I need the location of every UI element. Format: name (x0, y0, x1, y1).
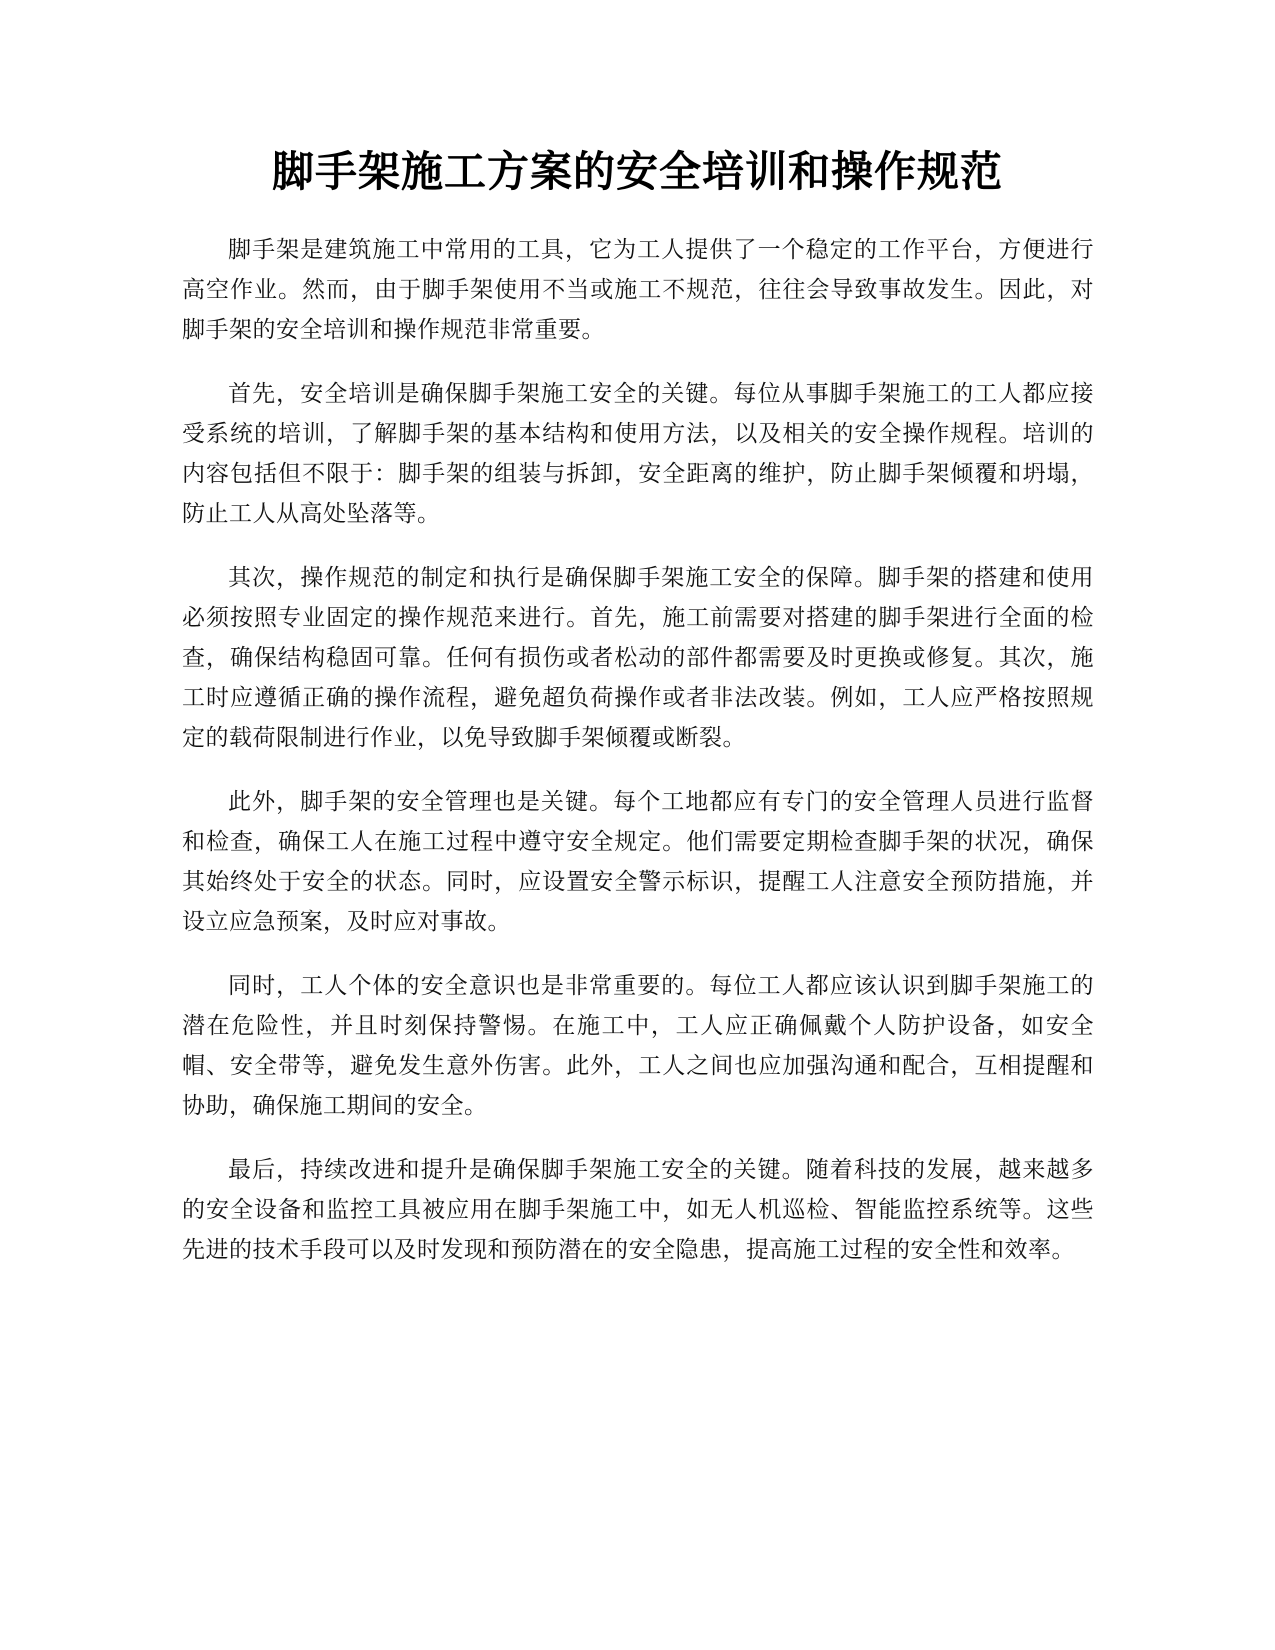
paragraph-personal-awareness: 同时，工人个体的安全意识也是非常重要的。每位工人都应该认识到脚手架施工的潜在危险性，并且时刻保持警惕。在施工中，工人应正确佩戴个人防护设备，如安全帽、安全带等，避免发生意外伤害。此外，工人之间也应加强沟通和配合，互相提醒和协助，确保施工期间的安全。 (182, 973, 1094, 1119)
paragraph-continuous-improvement: 最后，持续改进和提升是确保脚手架施工安全的关键。随着科技的发展，越来越多的安全设备和监控工具被应用在脚手架施工中，如无人机巡检、智能监控系统等。这些先进的技术手段可以及时发现和预防潜在的安全隐患，提高施工过程的安全性和效率。 (182, 1157, 1094, 1263)
document-body (182, 230, 1094, 1294)
paragraph-operation-rules: 其次，操作规范的制定和执行是确保脚手架施工安全的保障。脚手架的搭建和使用必须按照专业固定的操作规范来进行。首先，施工前需要对搭建的脚手架进行全面的检查，确保结构稳固可靠。任何有损伤或者松动的部件都需要及时更换或修复。其次，施工时应遵循正确的操作流程，避免超负荷操作或者非法改装。例如，工人应严格按照规定的载荷限制进行作业，以免导致脚手架倾覆或断裂。 (182, 565, 1094, 751)
paragraph-safety-management: 此外，脚手架的安全管理也是关键。每个工地都应有专门的安全管理人员进行监督和检查，确保工人在施工过程中遵守安全规定。他们需要定期检查脚手架的状况，确保其始终处于安全的状态。同时，应设置安全警示标识，提醒工人注意安全预防措施，并设立应急预案，及时应对事故。 (182, 789, 1094, 935)
paragraph-intro: 脚手架是建筑施工中常用的工具，它为工人提供了一个稳定的工作平台，方便进行高空作业。然而，由于脚手架使用不当或施工不规范，往往会导致事故发生。因此，对脚手架的安全培训和操作规范非常重要。 (182, 237, 1094, 343)
document-title: 脚手架施工方案的安全培训和操作规范 (271, 147, 1003, 196)
paragraph-training: 首先，安全培训是确保脚手架施工安全的关键。每位从事脚手架施工的工人都应接受系统的培训，了解脚手架的基本结构和使用方法，以及相关的安全操作规程。培训的内容包括但不限于：脚手架的组装与拆卸，安全距离的维护，防止脚手架倾覆和坍塌，防止工人从高处坠落等。 (182, 381, 1094, 527)
